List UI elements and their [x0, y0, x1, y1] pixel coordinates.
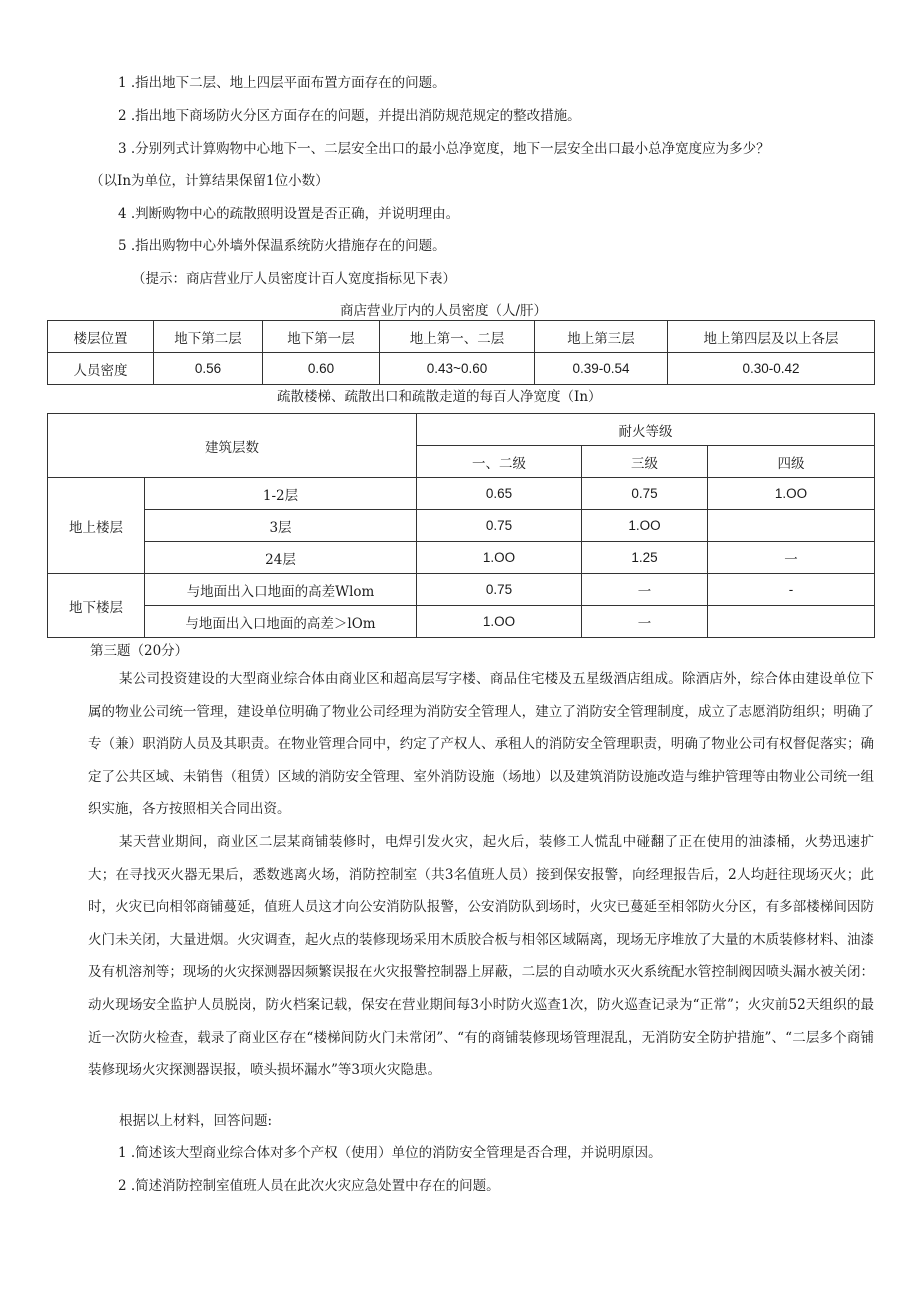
- paragraph-2: 某天营业期间，商业区二层某商铺装修时，电焊引发火灾，起火后，装修工人慌乱中碰翻了正在使用的油漆桶，火势迅速扩大；在寻找灭火器无果后，悉数逃离火场，消防控制室（共3名值班人员）接到保安报警，向经理报告后，2人均赶往现场灭火；此时，火灾已向相邻商铺蔓延，值班人员这才向公安消防队报警，公安消防队到场时，火灾已蔓延至相邻防火分区，有多部楼梯间因防火门未关闭，大量进烟。火灾调查，起火点的装修现场采用木质胶合板与相邻区域隔离，现场无序堆放了大量的木质装修材料、油漆及有机溶剂等；现场的火灾探测器因频繁误报在火灾报警控制器上屏蔽，二层的自动喷水灭火系统配水管控制阀因喷头漏水被关闭：动火现场安全监护人员脱岗，防火档案记载，保安在营业期间每3小时防火巡查1次，防火巡查记录为“正常”；火灾前52天组织的最近一次防火检查，载录了商业区存在“楼梯间防火门未常闭”、“有的商铺装修现场管理混乱，无消防安全防护措施”、“二层多个商铺装修现场火灾探测器误报，喷头损坏漏水”等3项火灾隐患。: [88, 834, 874, 1079]
- table2-cell: -: [708, 574, 875, 606]
- table2-cell: 0.75: [582, 478, 708, 510]
- table2-cell: 0.75: [417, 574, 582, 606]
- table1-header: 地上第三层: [535, 321, 668, 353]
- table2-group-below: 地下楼层: [48, 574, 145, 638]
- density-table: [47, 320, 875, 385]
- question-3-note: （以In为单位，计算结果保留1位小数）: [90, 173, 329, 189]
- table2-cell: 一: [582, 574, 708, 606]
- table2-row-label: 与地面出入口地面的高差＞lOm: [145, 606, 417, 638]
- width-table: [47, 413, 875, 638]
- table2-cell: [708, 510, 875, 542]
- table2-row-label: 3层: [145, 510, 417, 542]
- table1-header: 地上第一、二层: [380, 321, 535, 353]
- question-3: 3 .分别列式计算购物中心地下一、二层安全出口的最小总净宽度，地下一层安全出口最小总净宽度应为多少？: [118, 141, 770, 157]
- table2-row-label: 与地面出入口地面的高差Wlom: [145, 574, 417, 606]
- table-row: [48, 510, 875, 542]
- section-title: 第三题（20分）: [90, 643, 189, 659]
- table1-caption: 商店营业厅内的人员密度（人/肝）: [340, 303, 548, 319]
- table1-cell: 0.60: [263, 353, 380, 385]
- table1-header: 地上第四层及以上各层: [668, 321, 875, 353]
- hint: （提示：商店营业厅人员密度计百人宽度指标见下表）: [132, 271, 456, 287]
- table2-cell: 一: [708, 542, 875, 574]
- question-4: 4 .判断购物中心的疏散照明设置是否正确，并说明理由。: [118, 206, 460, 222]
- table2-grade-header: 一、二级: [417, 446, 582, 478]
- table2-row-label: 24层: [145, 542, 417, 574]
- table2-caption: 疏散楼梯、疏散出口和疏散走道的每百人净宽度（In）: [277, 389, 602, 405]
- table1-row-label: 人员密度: [48, 353, 154, 385]
- table-row: [48, 478, 875, 510]
- table1-cell: 0.39-0.54: [535, 353, 668, 385]
- question-1: 1 .指出地下二层、地上四层平面布置方面存在的问题。: [118, 75, 446, 91]
- answer-prompt: 根据以上材料，回答问题:: [119, 1113, 273, 1129]
- table2-cell: 1.25: [582, 542, 708, 574]
- table-row: [48, 606, 875, 638]
- table1-header: 地下第二层: [154, 321, 263, 353]
- table1-data-row: [48, 353, 875, 385]
- table-row: [48, 542, 875, 574]
- table1-cell: 0.43~0.60: [380, 353, 535, 385]
- table-row: [48, 574, 875, 606]
- table2-group-above: 地上楼层: [48, 478, 145, 574]
- section3-question-1: 1 .简述该大型商业综合体对多个产权（使用）单位的消防安全管理是否合理，并说明原因。: [118, 1145, 662, 1161]
- table2-cell: 0.75: [417, 510, 582, 542]
- table2-header-group: 耐火等级: [417, 414, 875, 446]
- table2-cell: 1.OO: [708, 478, 875, 510]
- table2-row-label: 1-2层: [145, 478, 417, 510]
- table1-header: 楼层位置: [48, 321, 154, 353]
- paragraph-1: 某公司投资建设的大型商业综合体由商业区和超高层写字楼、商品住宅楼及五星级酒店组成。除酒店外，综合体由建设单位下属的物业公司统一管理，建设单位明确了物业公司经理为消防安全管理人，建立了消防安全管理制度，成立了志愿消防组织；明确了专（兼）职消防人员及其职责。在物业管理合同中，约定了产权人、承租人的消防安全管理职责，明确了物业公司有权督促落实；确定了公共区域、未销售（租赁）区域的消防安全管理、室外消防设施（场地）以及建筑消防设施改造与维护管理等由物业公司统一组织实施，各方按照相关合同出资。: [88, 671, 874, 818]
- table2-header-main: 建筑层数: [48, 414, 417, 478]
- question-2: 2 .指出地下商场防火分区方面存在的问题，并提出消防规范规定的整改措施。: [118, 108, 581, 124]
- table1-header-row: [48, 321, 875, 353]
- table1-cell: 0.56: [154, 353, 263, 385]
- table1-header: 地下第一层: [263, 321, 380, 353]
- table1-cell: 0.30-0.42: [668, 353, 875, 385]
- section3-question-2: 2 .简述消防控制室值班人员在此次火灾应急处置中存在的问题。: [118, 1178, 500, 1194]
- table2-cell: 1.OO: [582, 510, 708, 542]
- table2-cell: [708, 606, 875, 638]
- table2-cell: 1.OO: [417, 606, 582, 638]
- question-5: 5 .指出购物中心外墙外保温系统防火措施存在的问题。: [118, 238, 446, 254]
- table2-grade-header: 三级: [582, 446, 708, 478]
- table2-cell: 0.65: [417, 478, 582, 510]
- table2-cell: 一: [582, 606, 708, 638]
- table2-grade-header: 四级: [708, 446, 875, 478]
- table2-cell: 1.OO: [417, 542, 582, 574]
